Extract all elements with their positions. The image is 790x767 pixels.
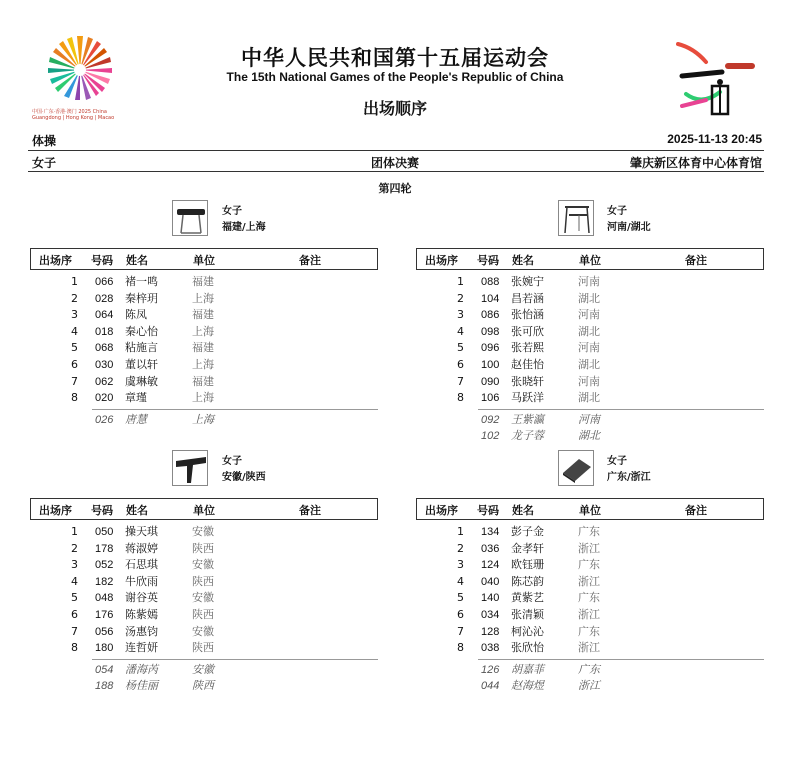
column-name: 姓名 bbox=[512, 254, 534, 267]
row-name: 马跃洋 bbox=[511, 391, 544, 405]
table-row bbox=[30, 340, 378, 357]
row-unit: 河南 bbox=[578, 308, 600, 322]
row-unit: 福建 bbox=[192, 308, 214, 322]
row-order: 3 bbox=[457, 308, 464, 322]
column-name: 姓名 bbox=[126, 504, 148, 517]
row-order: 6 bbox=[457, 608, 464, 621]
row-name: 谢谷英 bbox=[125, 591, 158, 605]
row-unit: 广东 bbox=[578, 624, 600, 638]
table-row bbox=[30, 324, 378, 341]
row-bib: 020 bbox=[95, 392, 114, 405]
table-header bbox=[416, 248, 764, 270]
page-title: 中华人民共和国第十五届运动会 bbox=[241, 46, 549, 70]
row-unit: 湖北 bbox=[578, 391, 600, 405]
row-unit: 福建 bbox=[192, 341, 214, 355]
row-name: 张怡涵 bbox=[511, 308, 544, 322]
row-bib: 128 bbox=[481, 625, 500, 638]
row-bib: 036 bbox=[481, 542, 500, 555]
row-bib: 034 bbox=[481, 609, 500, 621]
group-teams: 河南/湖北 bbox=[607, 222, 651, 233]
reserve-divider bbox=[92, 409, 378, 410]
row-unit: 福建 bbox=[192, 275, 214, 288]
row-order: 3 bbox=[71, 558, 78, 572]
row-unit: 安徽 bbox=[192, 591, 214, 605]
column-unit: 单位 bbox=[579, 254, 601, 267]
table-row bbox=[416, 541, 764, 558]
table-row bbox=[416, 607, 764, 624]
reserve-row bbox=[416, 428, 764, 445]
row-bib: 124 bbox=[481, 559, 500, 572]
row-bib: 030 bbox=[95, 359, 114, 371]
table-row bbox=[416, 307, 764, 324]
table-row bbox=[416, 374, 764, 391]
column-name: 姓名 bbox=[126, 254, 148, 267]
column-bib: 号码 bbox=[477, 254, 499, 267]
row-name: 秦心怡 bbox=[125, 324, 158, 338]
row-name: 董以轩 bbox=[125, 358, 158, 371]
row-name: 张婉宁 bbox=[511, 275, 544, 288]
reserve-name: 赵海煜 bbox=[511, 679, 544, 693]
column-notes: 备注 bbox=[685, 504, 707, 517]
reserve-row bbox=[416, 678, 764, 695]
round-label: 第四轮 bbox=[378, 182, 412, 195]
reserve-name: 杨佳丽 bbox=[125, 679, 158, 693]
row-bib: 038 bbox=[481, 642, 500, 655]
column-bib: 号码 bbox=[477, 504, 499, 517]
column-order: 出场序 bbox=[39, 504, 72, 517]
group-gender: 女子 bbox=[222, 456, 242, 467]
row-bib: 100 bbox=[481, 359, 500, 371]
row-name: 彭子金 bbox=[511, 525, 544, 538]
row-order: 4 bbox=[71, 324, 78, 338]
gender-label: 女子 bbox=[32, 156, 57, 170]
table-header bbox=[30, 248, 378, 270]
column-bib: 号码 bbox=[91, 254, 113, 267]
row-bib: 180 bbox=[95, 642, 114, 655]
table-row bbox=[30, 640, 378, 657]
column-unit: 单位 bbox=[193, 254, 215, 267]
reserve-name: 胡嘉菲 bbox=[511, 662, 544, 676]
row-bib: 098 bbox=[481, 325, 500, 338]
row-unit: 安徽 bbox=[192, 525, 214, 538]
row-unit: 浙江 bbox=[578, 608, 600, 621]
group-gender: 女子 bbox=[607, 206, 627, 217]
row-unit: 安徽 bbox=[192, 558, 214, 572]
row-unit: 广东 bbox=[578, 558, 600, 572]
row-order: 8 bbox=[71, 391, 78, 405]
row-unit: 浙江 bbox=[578, 641, 600, 655]
row-bib: 140 bbox=[481, 592, 500, 605]
row-order: 5 bbox=[457, 591, 464, 605]
row-name: 汤惠钧 bbox=[125, 624, 158, 638]
row-unit: 上海 bbox=[192, 291, 214, 305]
reserve-row bbox=[30, 412, 378, 429]
reserve-row bbox=[416, 412, 764, 429]
table-header bbox=[30, 498, 378, 520]
table-row bbox=[30, 541, 378, 558]
row-unit: 河南 bbox=[578, 275, 600, 288]
row-unit: 河南 bbox=[578, 374, 600, 388]
row-order: 8 bbox=[71, 641, 78, 655]
row-order: 8 bbox=[457, 391, 464, 405]
row-name: 石思琪 bbox=[125, 558, 158, 572]
row-name: 操天琪 bbox=[125, 525, 158, 538]
group-teams: 广东/浙江 bbox=[607, 472, 651, 483]
sport-name: 体操 bbox=[32, 134, 57, 148]
row-bib: 066 bbox=[95, 276, 114, 288]
row-bib: 056 bbox=[95, 625, 114, 638]
row-name: 陈芯韵 bbox=[511, 574, 544, 588]
row-bib: 040 bbox=[481, 575, 500, 588]
reserve-unit: 广东 bbox=[578, 662, 600, 676]
reserve-bib: 054 bbox=[95, 663, 114, 676]
table-row bbox=[30, 374, 378, 391]
column-unit: 单位 bbox=[579, 504, 601, 517]
row-order: 8 bbox=[457, 641, 464, 655]
group-gender: 女子 bbox=[222, 206, 242, 217]
group-teams: 福建/上海 bbox=[222, 222, 266, 233]
column-notes: 备注 bbox=[299, 504, 321, 517]
reserve-divider bbox=[478, 409, 764, 410]
reserve-unit: 湖北 bbox=[578, 429, 600, 443]
row-unit: 广东 bbox=[578, 591, 600, 605]
row-name: 蒋淑婷 bbox=[125, 541, 158, 555]
row-name: 欧钰珊 bbox=[511, 558, 544, 572]
row-name: 金孝轩 bbox=[511, 541, 544, 555]
table-row bbox=[30, 274, 378, 291]
row-order: 3 bbox=[457, 558, 464, 572]
table-row bbox=[30, 307, 378, 324]
page-title-english: The 15th National Games of the People's Republic of China bbox=[226, 70, 564, 84]
row-name: 连哲妍 bbox=[125, 641, 158, 655]
row-order: 5 bbox=[71, 341, 78, 355]
event-name: 团体决赛 bbox=[370, 156, 419, 170]
table-row bbox=[30, 357, 378, 374]
logo-caption: 中国·广东·香港·澳门 2025 China Guangdong | Hong Kong | Macao bbox=[32, 109, 115, 121]
reserve-name: 唐慧 bbox=[125, 412, 147, 426]
column-order: 出场序 bbox=[425, 504, 458, 517]
column-name: 姓名 bbox=[512, 504, 534, 517]
row-order: 4 bbox=[457, 574, 464, 588]
row-name: 昌若涵 bbox=[511, 291, 544, 305]
row-bib: 050 bbox=[95, 526, 114, 538]
row-order: 7 bbox=[457, 624, 464, 638]
reserve-bib: 044 bbox=[481, 680, 500, 693]
uneven-bars-icon bbox=[558, 200, 594, 236]
reserve-row bbox=[30, 662, 378, 679]
column-order: 出场序 bbox=[425, 254, 458, 267]
row-unit: 上海 bbox=[192, 391, 214, 405]
row-order: 5 bbox=[71, 591, 78, 605]
reserve-row bbox=[416, 662, 764, 679]
column-order: 出场序 bbox=[39, 254, 72, 267]
table-row bbox=[416, 624, 764, 641]
table-row bbox=[416, 324, 764, 341]
row-order: 1 bbox=[71, 525, 78, 538]
row-bib: 018 bbox=[95, 325, 114, 338]
reserve-unit: 上海 bbox=[192, 412, 214, 426]
row-name: 章瑾 bbox=[125, 391, 147, 405]
row-order: 5 bbox=[457, 341, 464, 355]
row-order: 7 bbox=[71, 624, 78, 638]
reserve-divider bbox=[92, 659, 378, 660]
row-bib: 028 bbox=[95, 292, 114, 305]
row-order: 1 bbox=[457, 525, 464, 538]
column-notes: 备注 bbox=[685, 254, 707, 267]
row-bib: 068 bbox=[95, 342, 114, 355]
row-order: 2 bbox=[457, 541, 464, 555]
vault-icon bbox=[172, 450, 208, 486]
row-name: 张欣怡 bbox=[511, 641, 544, 655]
row-order: 6 bbox=[457, 358, 464, 371]
row-order: 3 bbox=[71, 308, 78, 322]
row-order: 2 bbox=[71, 541, 78, 555]
row-order: 7 bbox=[71, 374, 78, 388]
divider bbox=[28, 150, 764, 151]
reserve-divider bbox=[478, 659, 764, 660]
reserve-bib: 026 bbox=[95, 413, 114, 426]
row-order: 4 bbox=[71, 574, 78, 588]
row-unit: 湖北 bbox=[578, 358, 600, 371]
row-bib: 048 bbox=[95, 592, 114, 605]
row-order: 1 bbox=[71, 275, 78, 288]
row-unit: 陕西 bbox=[192, 541, 214, 555]
row-bib: 096 bbox=[481, 342, 500, 355]
row-bib: 176 bbox=[95, 609, 114, 621]
row-name: 陈凤 bbox=[125, 308, 147, 322]
row-bib: 090 bbox=[481, 375, 500, 388]
reserve-unit: 河南 bbox=[578, 412, 600, 426]
datetime: 2025-11-13 20:45 bbox=[667, 132, 762, 146]
table-row bbox=[30, 524, 378, 541]
row-name: 黄紫艺 bbox=[511, 591, 544, 605]
divider bbox=[28, 171, 764, 172]
table-row bbox=[30, 557, 378, 574]
row-unit: 陕西 bbox=[192, 608, 214, 621]
row-name: 张若熙 bbox=[511, 341, 544, 355]
reserve-bib: 188 bbox=[95, 680, 114, 693]
row-unit: 湖北 bbox=[578, 291, 600, 305]
row-bib: 062 bbox=[95, 375, 114, 388]
document-subtitle: 出场顺序 bbox=[362, 99, 427, 118]
reserve-bib: 102 bbox=[481, 430, 500, 443]
row-bib: 178 bbox=[95, 542, 114, 555]
row-bib: 052 bbox=[95, 559, 114, 572]
row-order: 1 bbox=[457, 275, 464, 288]
row-order: 2 bbox=[457, 291, 464, 305]
row-order: 6 bbox=[71, 358, 78, 371]
group-teams: 安徽/陕西 bbox=[222, 472, 266, 483]
row-unit: 陕西 bbox=[192, 574, 214, 588]
row-bib: 106 bbox=[481, 392, 500, 405]
reserve-name: 潘海芮 bbox=[125, 662, 158, 676]
column-notes: 备注 bbox=[299, 254, 321, 267]
row-unit: 浙江 bbox=[578, 541, 600, 555]
table-row bbox=[30, 291, 378, 308]
row-bib: 086 bbox=[481, 309, 500, 322]
row-bib: 104 bbox=[481, 292, 500, 305]
row-bib: 064 bbox=[95, 309, 114, 322]
column-bib: 号码 bbox=[91, 504, 113, 517]
group-gender: 女子 bbox=[607, 456, 627, 467]
reserve-unit: 陕西 bbox=[192, 679, 214, 693]
reserve-row bbox=[30, 678, 378, 695]
table-row bbox=[416, 640, 764, 657]
venue-name: 肇庆新区体育中心体育馆 bbox=[629, 156, 762, 170]
floor-exercise-icon bbox=[558, 450, 594, 486]
table-row bbox=[30, 624, 378, 641]
table-row bbox=[416, 274, 764, 291]
row-name: 张可欣 bbox=[511, 324, 544, 338]
row-unit: 广东 bbox=[578, 525, 600, 538]
column-unit: 单位 bbox=[193, 504, 215, 517]
row-name: 褚一鸣 bbox=[125, 275, 158, 288]
table-row bbox=[30, 574, 378, 591]
row-bib: 088 bbox=[481, 276, 500, 288]
table-row bbox=[30, 607, 378, 624]
row-name: 粘施言 bbox=[125, 341, 158, 355]
table-row bbox=[416, 557, 764, 574]
row-order: 7 bbox=[457, 374, 464, 388]
row-name: 牛欣雨 bbox=[125, 574, 158, 588]
row-order: 4 bbox=[457, 324, 464, 338]
row-name: 陈紫嫣 bbox=[125, 608, 158, 621]
row-unit: 上海 bbox=[192, 358, 214, 371]
row-unit: 河南 bbox=[578, 341, 600, 355]
row-unit: 福建 bbox=[192, 374, 214, 388]
row-order: 2 bbox=[71, 291, 78, 305]
row-order: 6 bbox=[71, 608, 78, 621]
row-unit: 湖北 bbox=[578, 324, 600, 338]
table-row bbox=[416, 291, 764, 308]
row-unit: 上海 bbox=[192, 324, 214, 338]
row-unit: 安徽 bbox=[192, 624, 214, 638]
row-unit: 陕西 bbox=[192, 641, 214, 655]
table-row bbox=[416, 590, 764, 607]
row-name: 张晓轩 bbox=[511, 374, 544, 388]
row-bib: 182 bbox=[95, 575, 114, 588]
reserve-bib: 092 bbox=[481, 413, 500, 426]
balance-beam-icon bbox=[172, 200, 208, 236]
reserve-bib: 126 bbox=[481, 663, 500, 676]
reserve-name: 王紫瀛 bbox=[511, 412, 544, 426]
row-bib: 134 bbox=[481, 526, 500, 538]
row-name: 赵佳怡 bbox=[511, 358, 544, 371]
reserve-unit: 安徽 bbox=[192, 662, 214, 676]
table-header bbox=[416, 498, 764, 520]
row-unit: 浙江 bbox=[578, 574, 600, 588]
table-row bbox=[30, 590, 378, 607]
reserve-unit: 浙江 bbox=[578, 679, 600, 693]
table-row bbox=[416, 574, 764, 591]
table-row bbox=[416, 390, 764, 407]
row-name: 张清颖 bbox=[511, 608, 544, 621]
table-row bbox=[30, 390, 378, 407]
row-name: 虞琳敏 bbox=[125, 374, 158, 388]
table-row bbox=[416, 357, 764, 374]
reserve-name: 龙子蓉 bbox=[511, 429, 544, 443]
row-name: 柯沁沁 bbox=[511, 624, 544, 638]
table-row bbox=[416, 340, 764, 357]
row-name: 秦梓玥 bbox=[125, 291, 158, 305]
table-row bbox=[416, 524, 764, 541]
